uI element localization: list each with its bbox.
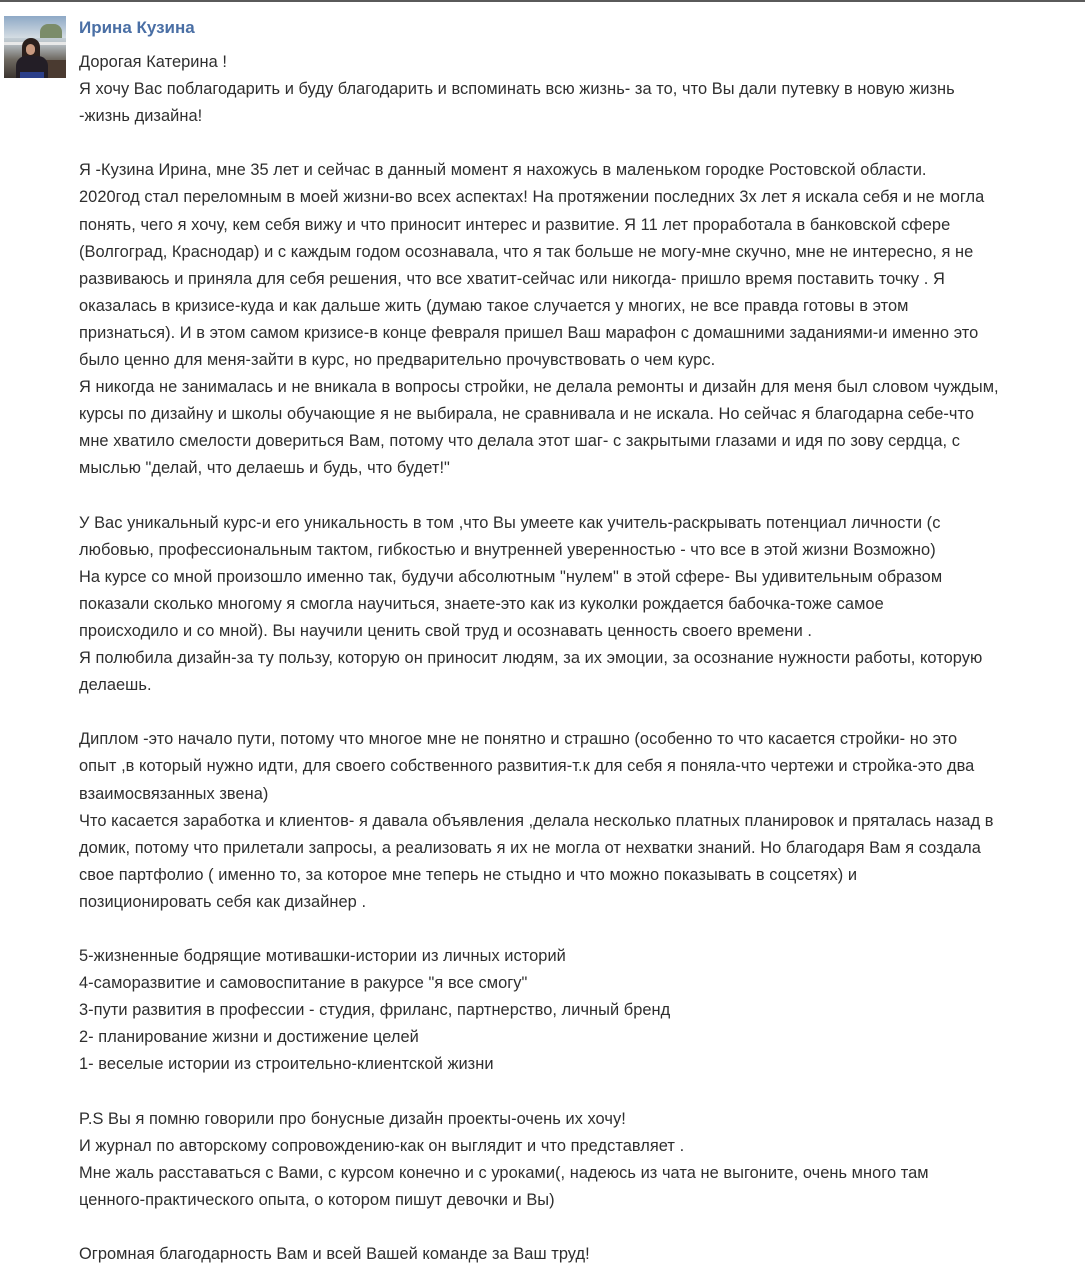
message-line: ценного-практического опыта, о котором пишут девочки и Вы) [79,1190,555,1209]
message-line: взаимосвязанных звена) [79,784,269,803]
message-line: свое партфолио ( именно то, за которое мне теперь не стыдно и что можно показывать в соцсетях) и [79,865,858,884]
message-line: И журнал по авторскому сопровождению-как он выглядит и что представляет . [79,1136,685,1155]
message-line: (Волгоград, Краснодар) и с каждым годом осознавала, что я так больше не могу-мне скучно, мне не интересно, я не [79,242,974,261]
avatar-face [26,44,35,55]
blank-line [79,699,1069,726]
message-line: 4-саморазвитие и самовоспитание в ракурсе "я все смогу" [79,974,528,993]
message-line: опыт ,в который нужно идти, для своего собственного развития-т.к для себя я поняла-что чертежи и стройка-это два [79,757,975,776]
message-line: Дорогая Катерина ! [79,53,227,71]
message-line: 1- веселые истории из строительно-клиентской жизни [79,1055,494,1074]
blank-line [79,916,1069,943]
blank-line [79,483,1069,510]
message-line: домик, потому что прилетали запросы, а реализовать я их не могла от нехватки знаний. Но благодаря Вам я создала [79,838,981,857]
blank-line [79,1079,1069,1106]
message-line: Я -Кузина Ирина, мне 35 лет и сейчас в данный момент я нахожусь в маленьком городке Ростовской области. [79,161,927,180]
avatar-trees [40,24,62,38]
message-line: 3-пути развития в профессии - студия, фриланс, партнерство, личный бренд [79,1001,671,1020]
message-line: происходило и со мной). Вы научили ценить свой труд и осознавать ценность своего времени . [79,621,812,640]
blank-line [79,130,1069,157]
message-body [79,49,1069,1268]
message-line: было ценно для меня-зайти в курс, но предварительно прочувствовать о чем курс. [79,351,716,370]
message-line: любовью, профессиональным тактом, гибкостью и внутренней уверенностью - что все в этой жизни Возможно) [79,540,936,559]
message-line: мне хватило смелости довериться Вам, потому что делала этот шаг- с закрытыми глазами и идя по зову сердца, с [79,432,960,451]
message-line: мыслью "делай, что делаешь и будь, что будет!" [79,459,450,478]
message-line: делаешь. [79,676,152,695]
message-line: Огромная благодарность Вам и всей Вашей команде за Ваш труд! [79,1245,590,1264]
message-line: Что касается заработка и клиентов- я давала объявления ,делала несколько платных планировок и пряталась назад в [79,811,994,830]
message-line: Мне жаль расставаться с Вами, с курсом конечно и с уроками(, надеюсь из чата не выгоните, очень много там [79,1163,929,1182]
message-line: 2- планирование жизни и достижение целей [79,1028,419,1047]
avatar-jeans [20,72,44,78]
message-line: -жизнь дизайна! [79,107,203,126]
message-line: развиваюсь и приняла для себя решения, что все хватит-сейчас или никогда- пришло время поставить точку . Я [79,269,945,288]
user-photo-avatar-icon[interactable] [4,16,66,78]
message-line: Я никогда не занималась и не вникала в вопросы стройки, не делала ремонты и дизайн для меня был словом чуждым, [79,378,999,397]
message-line: Я хочу Вас поблагодарить и буду благодарить и вспоминать всю жизнь- за то, что Вы дали путевку в новую жизнь [79,80,955,99]
message-line: оказалась в кризисе-куда и как дальше жить (думаю такое случается у многих, не все правда готовы в этом [79,296,909,315]
message-line: курсы по дизайну и школы обучающие я не выбирала, не сравнивала и не искала. Но сейчас я благодарна себе-что [79,405,974,424]
message-line: понять, чего я хочу, кем себя вижу и что приносит интерес и развитие. Я 11 лет проработала в банковской сфере [79,215,951,234]
message-line: P.S Вы я помню говорили про бонусные дизайн проекты-очень их хочу! [79,1109,626,1128]
message-line: Диплом -это начало пути, потому что многое мне не понятно и страшно (особенно то что касается стройки- но это [79,730,958,749]
message-line: позиционировать себя как дизайнер . [79,892,367,911]
message-line: У Вас уникальный курс-и его уникальность в том ,что Вы умеете как учитель-раскрывать потенциал личности (с [79,513,941,532]
message-line: На курсе со мной произошло именно так, будучи абсолютным "нулем" в этой сфере- Вы удивительным образом [79,567,943,586]
message-line: признаться). И в этом самом кризисе-в конце февраля пришел Ваш марафон с домашними заданиями-и именно это [79,323,979,342]
message-line: 5-жизненные бодрящие мотивашки-истории из личных историй [79,947,566,966]
message-line: показали сколько многому я смогла научиться, знаете-это как из куколки рождается бабочка-тоже самое [79,594,884,613]
message-line: Я полюбила дизайн-за ту пользу, которую он приносит людям, за их эмоции, за осознание нужности работы, которую [79,649,983,668]
blank-line [79,1214,1069,1241]
message-line: 2020год стал переломным в моей жизни-во всех аспектах! На протяжении последних 3х лет я искала себя и не могла [79,188,985,207]
author-name-link[interactable]: Ирина Кузина [79,18,195,37]
top-border [0,0,1085,2]
